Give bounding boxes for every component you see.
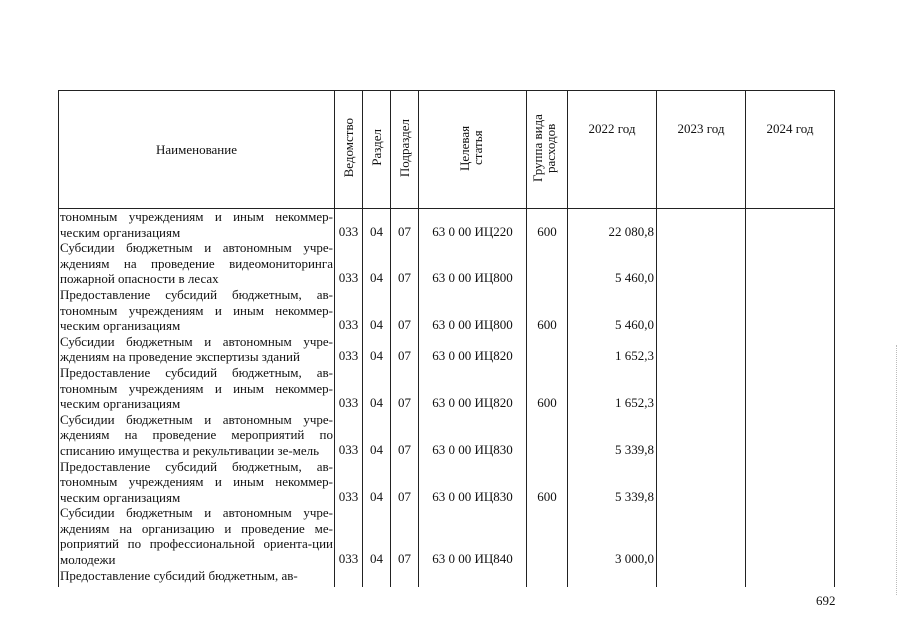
row-razdel: 04: [363, 412, 391, 459]
header-2024-text: 2024 год: [766, 121, 814, 136]
header-podrazdel: [391, 91, 419, 209]
row-2022: 5 460,0: [568, 240, 657, 287]
header-celevaya: [419, 91, 527, 209]
table-row: [59, 505, 835, 567]
row-2024: [746, 240, 835, 287]
row-podrazdel: 07: [391, 505, 419, 567]
header-2022: [568, 91, 657, 209]
row-gruppa: [527, 505, 568, 567]
row-2022: 5 460,0: [568, 287, 657, 334]
header-celevaya-text: Целевая статья: [456, 125, 485, 171]
row-gruppa: 600: [527, 209, 568, 241]
table-row: [59, 240, 835, 287]
row-2023: [657, 287, 746, 334]
row-2024: [746, 365, 835, 412]
table-body: [59, 209, 835, 587]
row-celevaya: 63 0 00 ИЦ820: [419, 365, 527, 412]
row-2022: 3 000,0: [568, 505, 657, 567]
row-podrazdel: 07: [391, 459, 419, 506]
row-2023: [657, 209, 746, 241]
row-2024: [746, 209, 835, 241]
row-gruppa: [527, 334, 568, 365]
header-gruppa-text: Группа вида расходов: [530, 113, 558, 182]
row-2022: [568, 568, 657, 587]
row-name: Субсидии бюджетным и автономным учре-ждениям на проведение мероприятий по списанию имущества и рекультивации зе-мель: [60, 411, 333, 458]
header-2023-text: 2023 год: [677, 121, 725, 136]
header-razdel: [363, 91, 391, 209]
row-name: Предоставление субсидий бюджетным, ав-тономным учреждениям и иным некоммер-ческим организациям: [60, 364, 333, 412]
row-2022: 5 339,8: [568, 459, 657, 506]
header-name-text: Наименование: [156, 141, 237, 157]
row-vedomstvo: 033: [335, 287, 363, 334]
row-name: Субсидии бюджетным и автономным учре-ждениям на организацию и проведение ме-роприятий по профессиональной ориента-ции молодежи: [60, 505, 333, 568]
row-razdel: 04: [363, 334, 391, 365]
table-row: [59, 209, 835, 241]
row-gruppa: 600: [527, 287, 568, 334]
header-name: [59, 91, 335, 209]
row-podrazdel: 07: [391, 334, 419, 365]
row-gruppa: [527, 240, 568, 287]
header-gruppa: [527, 91, 568, 209]
row-podrazdel: 07: [391, 209, 419, 241]
row-razdel: 04: [363, 365, 391, 412]
table-row: [59, 365, 835, 412]
row-2023: [657, 334, 746, 365]
table-row: [59, 459, 835, 506]
row-celevaya: 63 0 00 ИЦ820: [419, 334, 527, 365]
header-2022-text: 2022 год: [588, 121, 636, 136]
row-2023: [657, 365, 746, 412]
row-2022: 1 652,3: [568, 334, 657, 365]
row-2023: [657, 240, 746, 287]
row-vedomstvo: 033: [335, 365, 363, 412]
scan-edge-mark: [896, 345, 898, 595]
row-celevaya: [419, 568, 527, 587]
row-name: Предоставление субсидий бюджетным, ав-тономным учреждениям и иным некоммер-ческим организациям: [60, 286, 333, 334]
row-2024: [746, 287, 835, 334]
row-gruppa: [527, 412, 568, 459]
row-2023: [657, 505, 746, 567]
row-razdel: 04: [363, 287, 391, 334]
row-name: Субсидии бюджетным и автономным учре-ждениям на проведение видеомониторинга пожарной опасности в лесах: [60, 240, 333, 287]
row-2024: [746, 505, 835, 567]
row-vedomstvo: 033: [335, 209, 363, 241]
row-celevaya: 63 0 00 ИЦ830: [419, 412, 527, 459]
row-razdel: 04: [363, 240, 391, 287]
table-header: [59, 91, 835, 209]
table-row: [59, 412, 835, 459]
row-name: тономным учреждениям и иным некоммер-ческим организациям: [60, 209, 333, 240]
row-2022: 1 652,3: [568, 365, 657, 412]
row-razdel: 04: [363, 209, 391, 241]
row-razdel: [363, 568, 391, 587]
row-2023: [657, 412, 746, 459]
row-celevaya: 63 0 00 ИЦ840: [419, 505, 527, 567]
page-number: 692: [816, 593, 836, 608]
row-vedomstvo: 033: [335, 334, 363, 365]
row-2024: [746, 334, 835, 365]
row-gruppa: [527, 568, 568, 587]
table-row: [59, 287, 835, 334]
row-2024: [746, 459, 835, 506]
row-gruppa: 600: [527, 459, 568, 506]
row-razdel: 04: [363, 459, 391, 506]
header-vedomstvo-text: Ведомство: [340, 118, 356, 178]
row-celevaya: 63 0 00 ИЦ830: [419, 459, 527, 506]
row-vedomstvo: [335, 568, 363, 587]
table-row: [59, 568, 835, 587]
row-2022: 5 339,8: [568, 412, 657, 459]
table-row: [59, 334, 835, 365]
row-celevaya: 63 0 00 ИЦ220: [419, 209, 527, 241]
header-2023: [657, 91, 746, 209]
row-podrazdel: 07: [391, 365, 419, 412]
row-name: Предоставление субсидий бюджетным, ав-тономным учреждениям и иным некоммер-ческим организациям: [60, 458, 333, 505]
row-2023: [657, 459, 746, 506]
row-podrazdel: [391, 568, 419, 587]
row-vedomstvo: 033: [335, 505, 363, 567]
header-2024: [746, 91, 835, 209]
row-razdel: 04: [363, 505, 391, 567]
row-podrazdel: 07: [391, 287, 419, 334]
row-celevaya: 63 0 00 ИЦ800: [419, 240, 527, 287]
row-2023: [657, 568, 746, 587]
row-vedomstvo: 033: [335, 412, 363, 459]
row-celevaya: 63 0 00 ИЦ800: [419, 287, 527, 334]
budget-table: [58, 90, 835, 587]
header-vedomstvo: [335, 91, 363, 209]
row-vedomstvo: 033: [335, 459, 363, 506]
row-podrazdel: 07: [391, 240, 419, 287]
row-vedomstvo: 033: [335, 240, 363, 287]
header-podrazdel-text: Подраздел: [396, 118, 412, 177]
row-gruppa: 600: [527, 365, 568, 412]
row-name: Предоставление субсидий бюджетным, ав-: [59, 568, 335, 587]
row-2022: 22 080,8: [568, 209, 657, 241]
row-2024: [746, 412, 835, 459]
header-razdel-text: Раздел: [368, 129, 384, 167]
row-podrazdel: 07: [391, 412, 419, 459]
row-name: Субсидии бюджетным и автономным учре-ждениям на проведение экспертизы зданий: [60, 333, 333, 365]
row-2024: [746, 568, 835, 587]
